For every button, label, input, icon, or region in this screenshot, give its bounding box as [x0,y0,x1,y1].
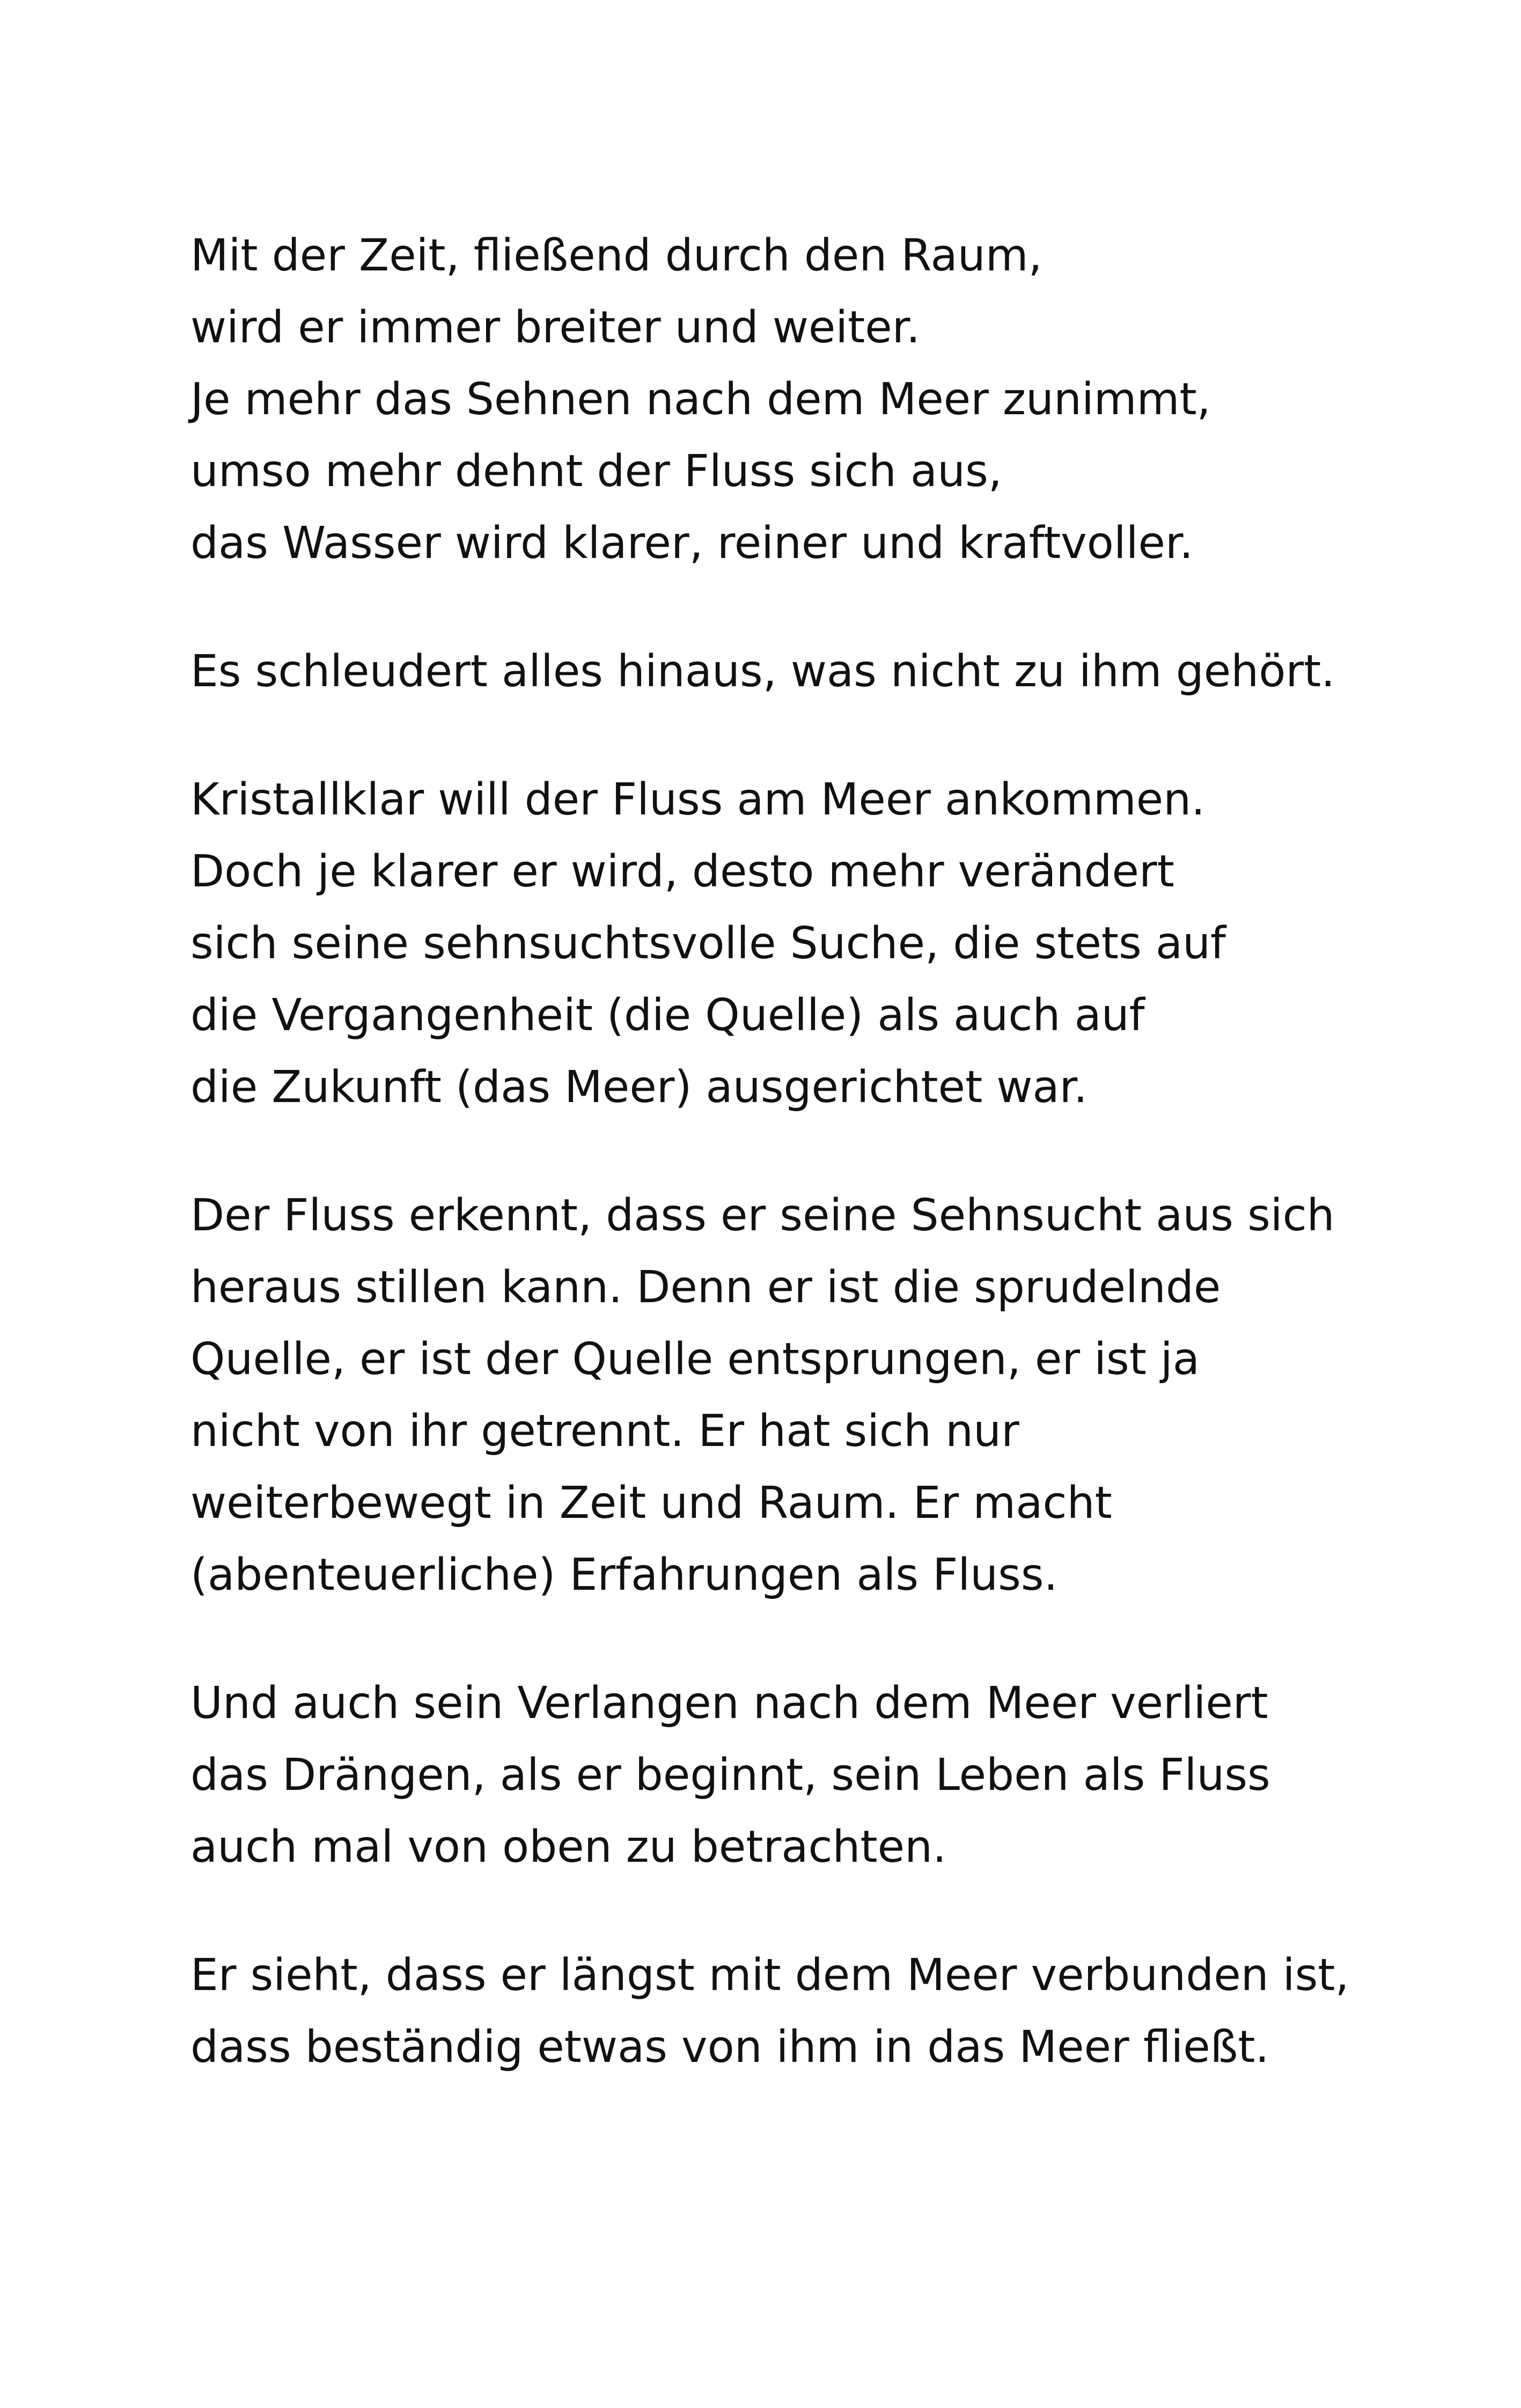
text-line: sich seine sehnsuchtsvolle Suche, die stets auf [190,918,1226,969]
text-line: Es schleudert alles hinaus, was nicht zu ihm gehört. [190,646,1335,697]
text-line: wird er immer breiter und weiter. [190,302,921,353]
text-line: Der Fluss erkennt, dass er seine Sehnsucht aus sich [190,1190,1335,1241]
text-line: Er sieht, dass er längst mit dem Meer verbunden ist, [190,1950,1349,2001]
text-line: heraus stillen kann. Denn er ist die sprudelnde [190,1262,1221,1313]
text-line: das Drängen, als er beginnt, sein Leben als Fluss [190,1750,1270,1801]
poem-text [190,220,1424,2140]
text-line: nicht von ihr getrennt. Er hat sich nur [190,1406,1019,1457]
text-line: dass beständig etwas von ihm in das Meer fließt. [190,2022,1269,2073]
text-line: Doch je klarer er wird, desto mehr verändert [190,846,1174,897]
text-line: weiterbewegt in Zeit und Raum. Er macht [190,1478,1112,1529]
stanza-3 [190,764,1424,1124]
text-line: die Vergangenheit (die Quelle) als auch auf [190,990,1145,1041]
text-line: die Zukunft (das Meer) ausgerichtet war. [190,1062,1088,1113]
text-line: Quelle, er ist der Quelle entsprungen, er ist ja [190,1334,1200,1385]
text-line: (abenteuerliche) Erfahrungen als Fluss. [190,1550,1058,1601]
text-line: umso mehr dehnt der Fluss sich aus, [190,446,1002,497]
stanza-1 [190,220,1424,579]
text-line: auch mal von oben zu betrachten. [190,1822,947,1873]
stanza-4 [190,1180,1424,1611]
stanza-6 [190,1940,1424,2083]
text-line: das Wasser wird klarer, reiner und kraftvoller. [190,518,1194,569]
text-line: Je mehr das Sehnen nach dem Meer zunimmt, [190,374,1211,425]
stanza-5 [190,1668,1424,1883]
text-line: Und auch sein Verlangen nach dem Meer verliert [190,1678,1268,1729]
stanza-2 [190,636,1424,708]
text-line: Kristallklar will der Fluss am Meer ankommen. [190,774,1206,825]
text-line: Mit der Zeit, fließend durch den Raum, [190,230,1042,281]
